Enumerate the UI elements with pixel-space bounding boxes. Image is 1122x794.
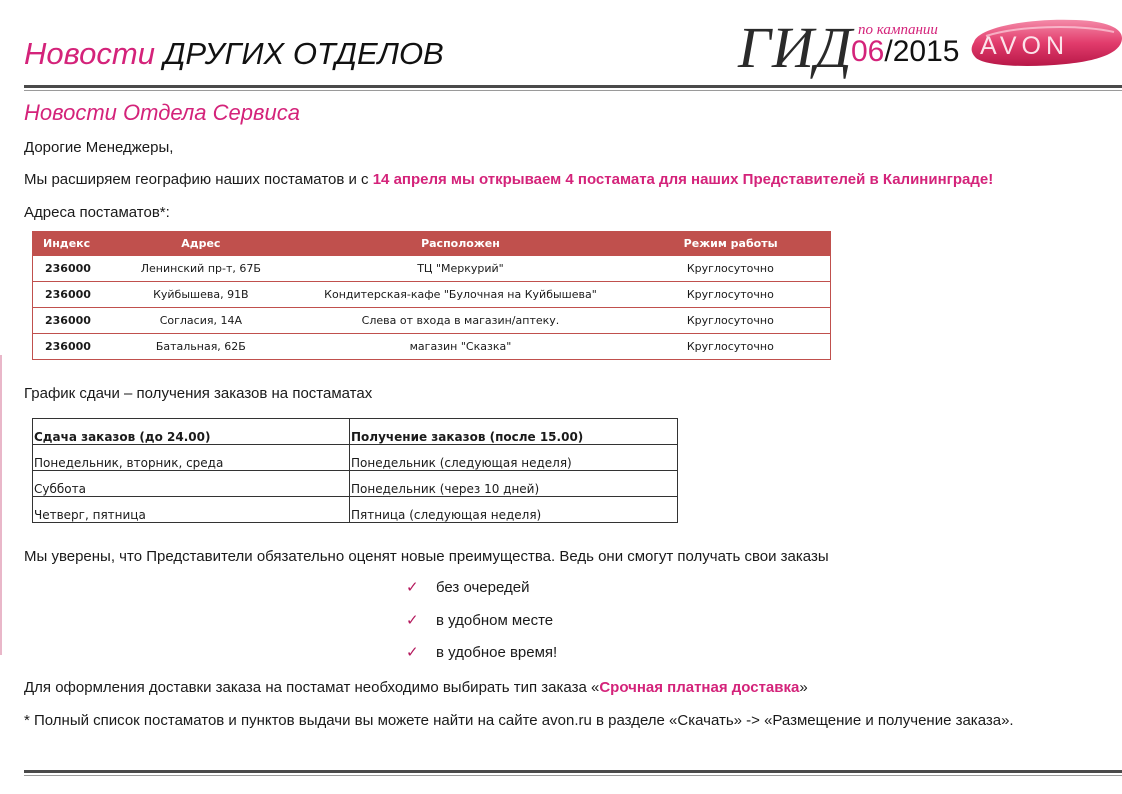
benefits-intro: Мы уверены, что Представители обязательно оценят новые преимущества. Ведь они смогут получать свои заказы [24,548,829,565]
avon-brand-logo: AVON [980,32,1069,60]
intro-highlight: 14 апреля мы открываем 4 постамата для наших Представителей в Калининграде! [372,171,994,188]
page-title [24,36,444,72]
table-row [33,256,831,282]
schedule-dropoff-cell: Понедельник, вторник, среда [33,445,350,471]
schedule-pickup-cell: Понедельник (через 10 дней) [350,471,678,497]
cell-address: Куйбышева, 91В [111,282,290,308]
table-row [33,334,831,360]
left-decorative-rule [0,355,2,655]
checkmark-icon: ✓ [406,644,419,661]
schedule-dropoff-cell: Четверг, пятница [33,497,350,523]
section-title: Новости Отдела Сервиса [24,100,300,125]
col-header-location: Расположен [290,231,630,256]
schedule-dropoff-cell: Суббота [33,471,350,497]
page-title-part1: Новости [24,36,155,71]
list-item [406,643,557,676]
table-row [33,445,678,471]
cell-hours: Круглосуточно [631,308,831,334]
greeting-text: Дорогие Менеджеры, [24,139,174,156]
list-item [406,578,557,611]
footer-divider-thin [24,775,1122,776]
col-header-address: Адрес [111,231,290,256]
schedule-table [32,418,678,523]
guide-word: ГИД [738,15,853,80]
schedule-pickup-cell: Понедельник (следующая неделя) [350,445,678,471]
footnote: * Полный список постаматов и пунктов выдачи вы можете найти на сайте avon.ru в разделе «Скачать» -> «Размещение и получение заказа». [24,712,1014,729]
checkmark-icon: ✓ [406,579,419,596]
cell-index: 236000 [33,256,112,282]
cell-index: 236000 [33,308,112,334]
schedule-pickup-cell: Пятница (следующая неделя) [350,497,678,523]
col-header-index: Индекс [33,231,112,256]
col-header-hours: Режим работы [631,231,831,256]
header-divider-thin [24,90,1122,91]
intro-paragraph [24,171,993,188]
campaign-num: 06 [851,35,885,68]
schedule-header-pickup: Получение заказов (после 15.00) [350,419,678,445]
table-row [33,282,831,308]
schedule-header-row [33,419,678,445]
cell-index: 236000 [33,334,112,360]
table-row [33,471,678,497]
footer-divider [24,770,1122,773]
benefit-text: в удобное время! [436,644,558,661]
delivery-text-end: » [799,679,808,696]
cell-address: Ленинский пр-т, 67Б [111,256,290,282]
campaign-year: /2015 [884,35,960,68]
delivery-highlight: Срочная платная доставка [599,679,800,696]
addresses-table [32,231,831,360]
list-item [406,611,557,644]
cell-hours: Круглосуточно [631,282,831,308]
cell-location: ТЦ "Меркурий" [290,256,630,282]
table-row [33,308,831,334]
table-header-row [33,231,831,256]
cell-location: Кондитерская-кафе "Булочная на Куйбышева" [290,282,630,308]
delivery-paragraph [24,679,808,696]
cell-location: Слева от входа в магазин/аптеку. [290,308,630,334]
cell-address: Согласия, 14А [111,308,290,334]
benefit-text: без очередей [436,579,530,596]
cell-index: 236000 [33,282,112,308]
schedule-title: График сдачи – получения заказов на постаматах [24,385,373,402]
addresses-label: Адреса постаматов*: [24,204,170,221]
page-title-part2: ДРУГИХ ОТДЕЛОВ [163,36,444,71]
campaign-number [851,35,959,69]
benefit-text: в удобном месте [436,611,554,629]
checkmark-icon: ✓ [406,611,419,629]
benefits-list [406,578,557,676]
delivery-text: Для оформления доставки заказа на постамат необходимо выбирать тип заказа « [24,679,600,696]
cell-hours: Круглосуточно [631,256,831,282]
intro-text: Мы расширяем географию наших постаматов и с [24,171,373,188]
guide-small-label: по кампании [858,22,938,38]
cell-address: Батальная, 62Б [111,334,290,360]
table-row [33,497,678,523]
schedule-header-dropoff: Сдача заказов (до 24.00) [33,419,350,445]
header-divider [24,85,1122,88]
cell-location: магазин "Сказка" [290,334,630,360]
guide-logo-block [738,15,1118,80]
cell-hours: Круглосуточно [631,334,831,360]
